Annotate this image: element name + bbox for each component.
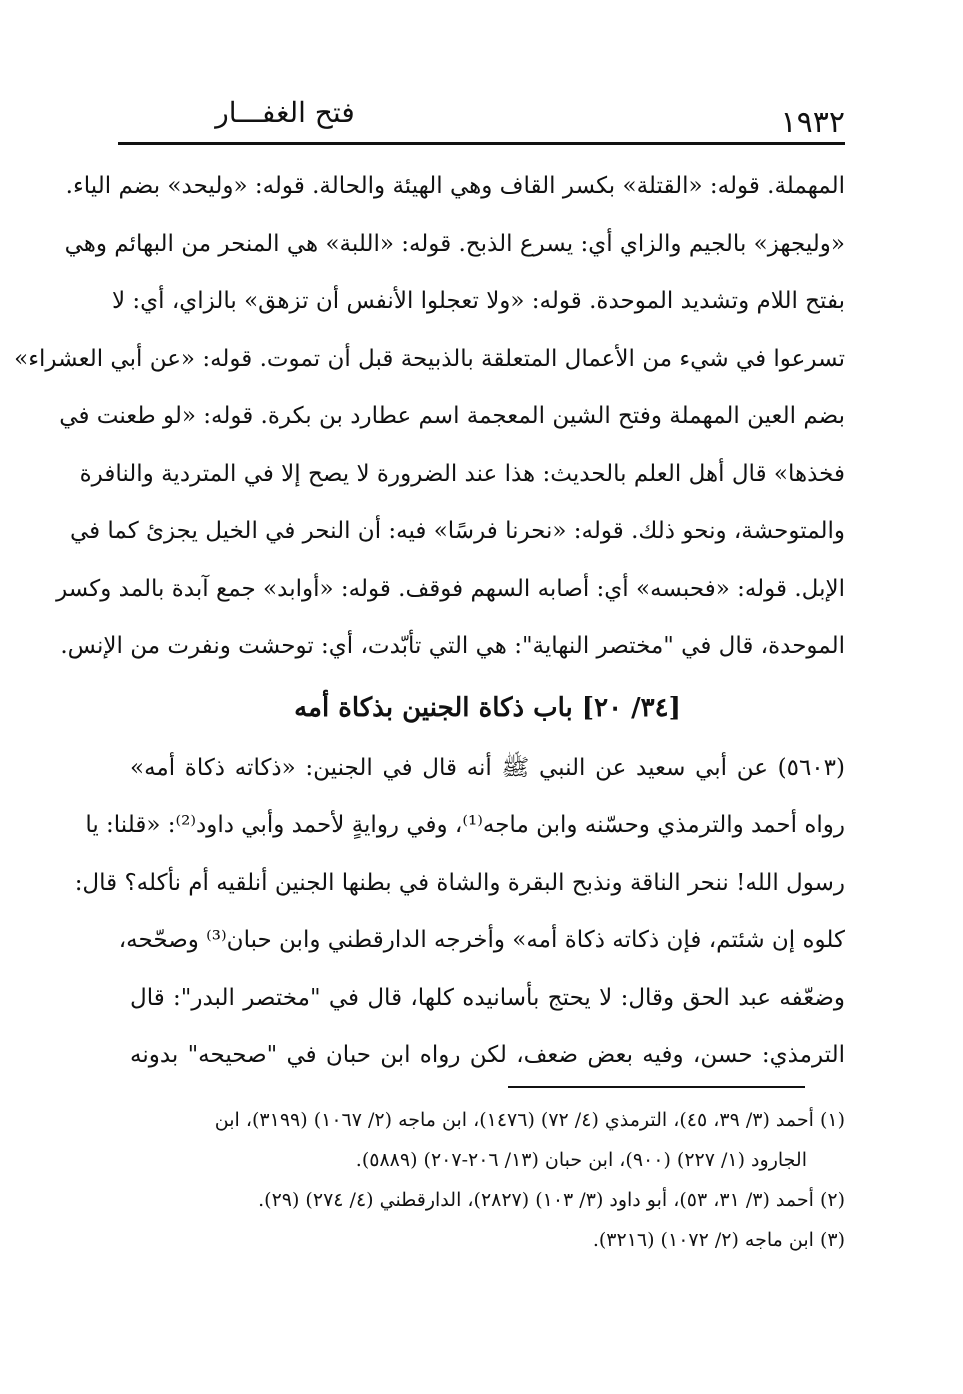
text-line: الموحدة، قال في "مختصر النهاية": هي التي تأبّدت، أي: توحشت ونفرت من الإنس. [60, 633, 845, 659]
footnote-2: (٢) أحمد (٣/ ٣١، ٥٣)، أبو داود (٣/ ١٠٣) (٢٨٢٧)، الدارقطني (٤/ ٢٧٤) (٢٩). [258, 1189, 845, 1211]
text-line: وضعّفه عبد الحق وقال: لا يحتج بأسانيده كلها، قال في "مختصر البدر": قال [130, 984, 845, 1011]
section-heading: [٣٤/ ٢٠] باب ذكاة الجنين بذكاة أمه [294, 692, 681, 723]
running-title: فتح الغفـــار [215, 96, 355, 129]
footnote-1: (١) أحمد (٣/ ٣٩، ٤٥)، الترمذي (٤/ ٧٢) (١٤٧٦)، ابن ماجه (٢/ ١٠٦٧) (٣١٩٩)، ابن [214, 1109, 845, 1131]
body-text [14, 158, 845, 1085]
text-line: الترمذي: حسن، وفيه بعض ضعف، لكن رواه ابن حبان في "صحيحه" بدونه [130, 1042, 845, 1068]
text-line: تسرعوا في شيء من الأعمال المتعلقة بالذبيحة قبل أن تموت. قوله: «عن أبي العشراء» [14, 345, 845, 372]
page-number: ١٩٣٢ [780, 105, 845, 140]
text-line: رسول الله! ننحر الناقة ونذبح البقرة والشاة في بطنها الجنين أنلقيه أم نأكله؟ قال: [74, 869, 845, 896]
text-line: كلوه إن شئتم، فإن ذكاته ذكاة أمه» وأخرجه الدارقطني وابن حبان⁽³⁾ وصحّحه، [118, 927, 845, 953]
text-line: رواه أحمد والترمذي وحسّنه وابن ماجه⁽¹⁾، وفي روايةٍ لأحمد وأبي داود⁽²⁾: «قلنا: يا [85, 812, 845, 838]
text-line: المهملة. قوله: «القتلة» بكسر القاف وهي الهيئة والحالة. قوله: «وليحد» بضم الياء. [65, 173, 845, 199]
footnotes [130, 1100, 845, 1260]
header-rule [118, 142, 845, 145]
footnote-1-continued: الجارود (١/ ٢٢٧) (٩٠٠)، ابن حبان (١٣/ ٢٠٦-٢٠٧) (٥٨٨٩). [355, 1149, 807, 1171]
footnote-separator [508, 1086, 805, 1088]
text-line: فخذها» قال أهل العلم بالحديث: هذا عند الضرورة لا يصح إلا في المتردية والنافرة [79, 460, 845, 487]
text-line: الإبل. قوله: «فحبسه» أي: أصابه السهم فوقف. قوله: «أوابد» جمع آبدة بالمد وكسر [56, 575, 845, 602]
footnote-3: (٣) ابن ماجه (٢/ ١٠٧٢) (٣٢١٦). [592, 1229, 845, 1251]
text-line: والمتوحشة، ونحو ذلك. قوله: «نحرنا فرسًا» فيه: أن النحر في الخيل يجزئ كما في [69, 518, 845, 544]
text-line: «وليجهز» بالجيم والزاي أي: يسرع الذبح. قوله: «اللبة» هي المنحر من البهائم وهي [64, 230, 845, 257]
text-line: بفتح اللام وتشديد الموحدة. قوله: «ولا تعجلوا الأنفس أن تزهق» بالزاي، أي: لا [111, 288, 845, 314]
text-line: (٥٦٠٣) عن أبي سعيد عن النبي ﷺ أنه قال في الجنين: «ذكاته ذكاة أمه» [130, 754, 845, 781]
text-line: بضم العين المهملة وفتح الشين المعجمة اسم عطارد بن بكرة. قوله: «لو طعنت في [59, 403, 845, 429]
